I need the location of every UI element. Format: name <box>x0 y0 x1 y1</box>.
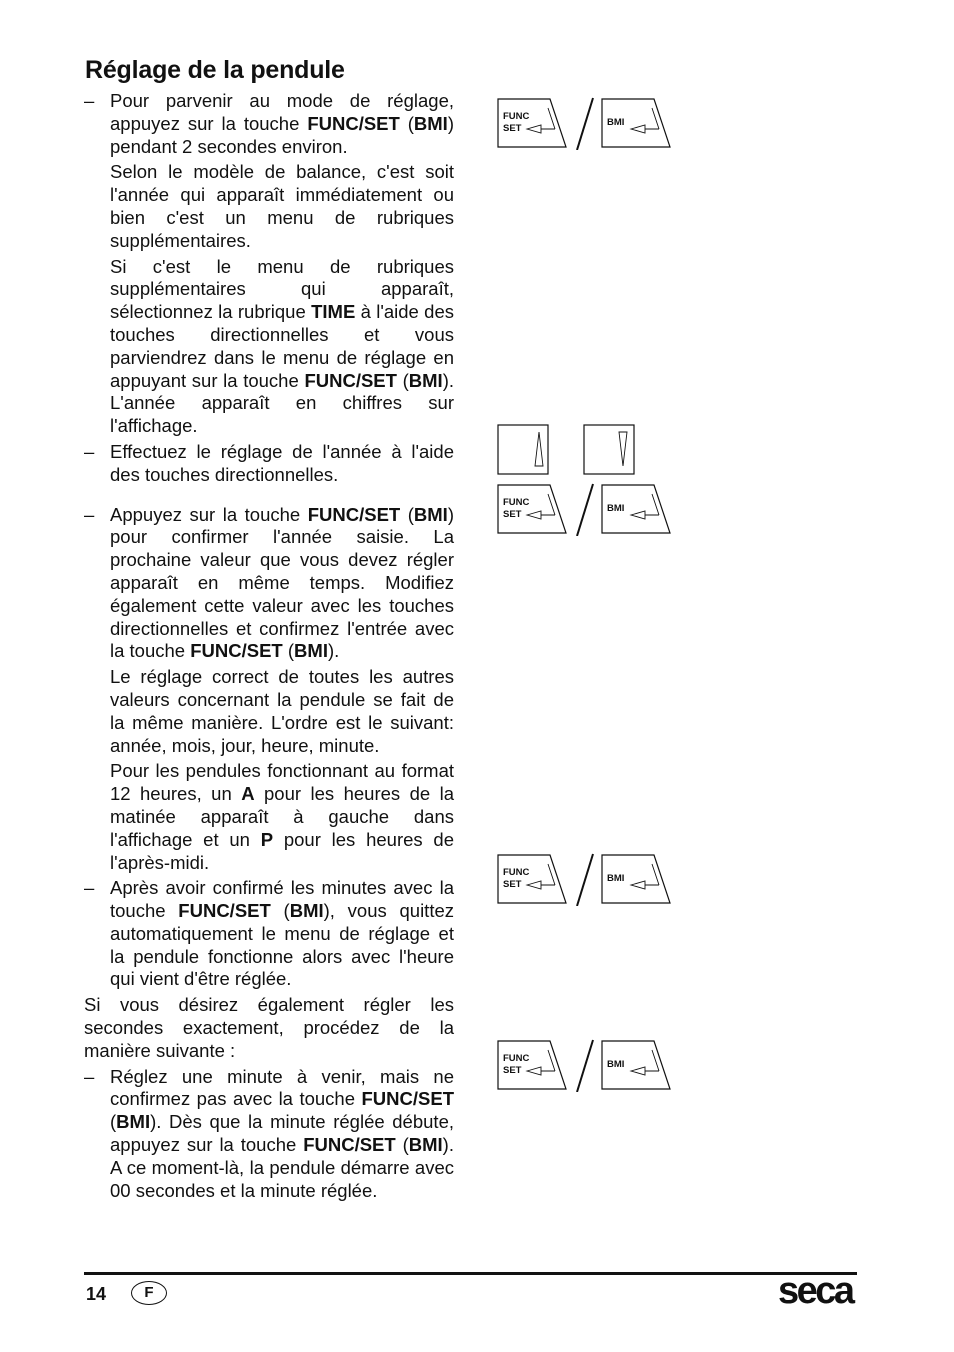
arrow-keys-figure <box>497 424 673 476</box>
list-item <box>84 441 454 487</box>
text-run: Pour les pendules fonctionnant au format 12 heures, un <box>110 760 454 805</box>
func-set-bmi-keys-figure-4 <box>497 1038 673 1092</box>
text-run: ). Dès que la minute réglée débute, appuyez sur la touche <box>110 1111 454 1156</box>
func-key-label: FUNC <box>503 1053 530 1064</box>
bmi-key-label: BMI <box>607 503 625 514</box>
paragraph <box>110 760 454 874</box>
seca-logo: seca <box>778 1270 853 1312</box>
text-run: ) pour confirmer l'année saisie. La prochaine valeur que vous devez régler apparaît en même temps. Modifiez également cette valeur avec les touches directionnelles et confirmez l'entrée avec la touche <box>110 503 454 662</box>
text-run: ( <box>110 1111 117 1133</box>
text-run: pour les heures de l'après-midi. <box>110 828 454 873</box>
list-dash: – <box>84 877 95 899</box>
footer-rule <box>84 1272 857 1275</box>
text-run: Appuyez sur la touche <box>110 503 308 525</box>
list-item-text <box>110 1066 454 1203</box>
bold-term: BMI <box>413 503 448 525</box>
text-run: à l'aide des touches directionnelles et vous parviendrez dans le menu de réglage en appuyant sur la touche <box>110 301 454 391</box>
text-run: ( <box>399 112 414 134</box>
down-arrow-icon <box>619 432 627 466</box>
text-run: ). A ce moment-là, la pendule démarre avec 00 secondes et la minute réglée. <box>110 1134 454 1201</box>
func-key-label: FUNC <box>503 111 530 122</box>
text-run: ), vous quittez automatiquement le menu de réglage et la pendule fonctionne alors avec l'heure qui vient d'être réglée. <box>110 900 454 990</box>
bold-term: BMI <box>294 640 328 662</box>
text-run: Pour parvenir au mode de réglage, appuyez sur la touche <box>110 90 454 134</box>
bold-term: TIME <box>311 301 356 323</box>
text-run: Après avoir confirmé les minutes avec la touche <box>110 877 454 922</box>
text-run: Effectuez le réglage de l'année à l'aide des touches directionnelles. <box>110 440 454 485</box>
paragraph <box>110 256 454 438</box>
bold-term: FUNC/SET <box>307 112 400 134</box>
bmi-key-label: BMI <box>607 1059 625 1070</box>
text-run: ( <box>396 369 409 391</box>
list-item <box>84 90 454 158</box>
list-item-text <box>110 90 454 158</box>
text-run: ( <box>395 1134 409 1156</box>
text-run: ( <box>282 640 295 662</box>
text-run: ) pendant 2 secondes environ. <box>110 112 454 157</box>
bold-term: FUNC/SET <box>303 1134 396 1156</box>
language-badge: F <box>131 1281 167 1305</box>
func-key-label: FUNC <box>503 497 530 508</box>
bold-term: FUNC/SET <box>307 503 401 525</box>
paragraph <box>110 666 454 757</box>
instruction-text <box>84 90 454 1202</box>
bold-term: FUNC/SET <box>304 369 397 391</box>
page-title: Réglage de la pendule <box>85 56 345 84</box>
list-dash: – <box>84 90 95 111</box>
bold-term: BMI <box>408 369 443 391</box>
bold-term: BMI <box>413 112 448 134</box>
bold-term: FUNC/SET <box>178 900 271 922</box>
list-item <box>84 877 454 991</box>
bmi-key-label: BMI <box>607 873 625 884</box>
func-key-label: FUNC <box>503 867 530 878</box>
list-dash: – <box>84 1065 95 1087</box>
text-run: pour les heures de la matinée apparaît à gauche dans l'affichage et un <box>110 783 455 850</box>
bold-term: P <box>260 828 274 850</box>
bold-term: A <box>241 783 255 805</box>
list-item-text <box>110 877 454 991</box>
text-run: Si c'est le menu de rubriques supplémentaires qui apparaît, sélectionnez la rubrique <box>110 255 454 323</box>
bold-term: FUNC/SET <box>190 640 283 662</box>
list-dash: – <box>84 503 95 525</box>
list-item <box>84 504 454 664</box>
text-run: ). L'année apparaît en chiffres sur l'affichage. <box>110 369 454 437</box>
bold-term: BMI <box>289 900 324 922</box>
set-key-label: SET <box>503 1065 522 1076</box>
text-run: ( <box>400 503 414 525</box>
list-item-text <box>110 441 454 487</box>
text-run: Selon le modèle de balance, c'est soit l'année qui apparaît immédiatement ou bien c'est un menu de rubriques supplémentaires. <box>110 161 454 251</box>
set-key-label: SET <box>503 879 522 890</box>
up-arrow-key <box>498 425 548 474</box>
bold-term: BMI <box>116 1111 151 1133</box>
paragraph <box>84 994 454 1062</box>
text-run: Si vous désirez également régler les secondes exactement, procédez de la manière suivante : <box>84 994 454 1061</box>
up-arrow-icon <box>535 432 543 466</box>
func-set-bmi-keys-figure-1 <box>497 96 673 150</box>
text-run: ). <box>327 640 340 662</box>
list-item-text <box>110 504 454 664</box>
text-run: ( <box>270 900 290 922</box>
func-set-bmi-keys-figure-3 <box>497 852 673 906</box>
page-number: 14 <box>86 1284 107 1304</box>
set-key-label: SET <box>503 509 522 520</box>
list-item <box>84 1066 454 1203</box>
text-run: Réglez une minute à venir, mais ne confirmez pas avec la touche <box>110 1065 454 1110</box>
paragraph <box>110 161 454 252</box>
bold-term: BMI <box>408 1134 443 1156</box>
func-set-bmi-keys-figure-2 <box>497 482 673 536</box>
text-run: Le réglage correct de toutes les autres valeurs concernant la pendule se fait de la même manière. L'ordre est le suivant: année, mois, jour, heure, minute. <box>110 666 454 756</box>
set-key-label: SET <box>503 123 522 134</box>
bmi-key-label: BMI <box>607 117 625 128</box>
bold-term: FUNC/SET <box>361 1088 454 1110</box>
list-dash: – <box>84 440 95 462</box>
